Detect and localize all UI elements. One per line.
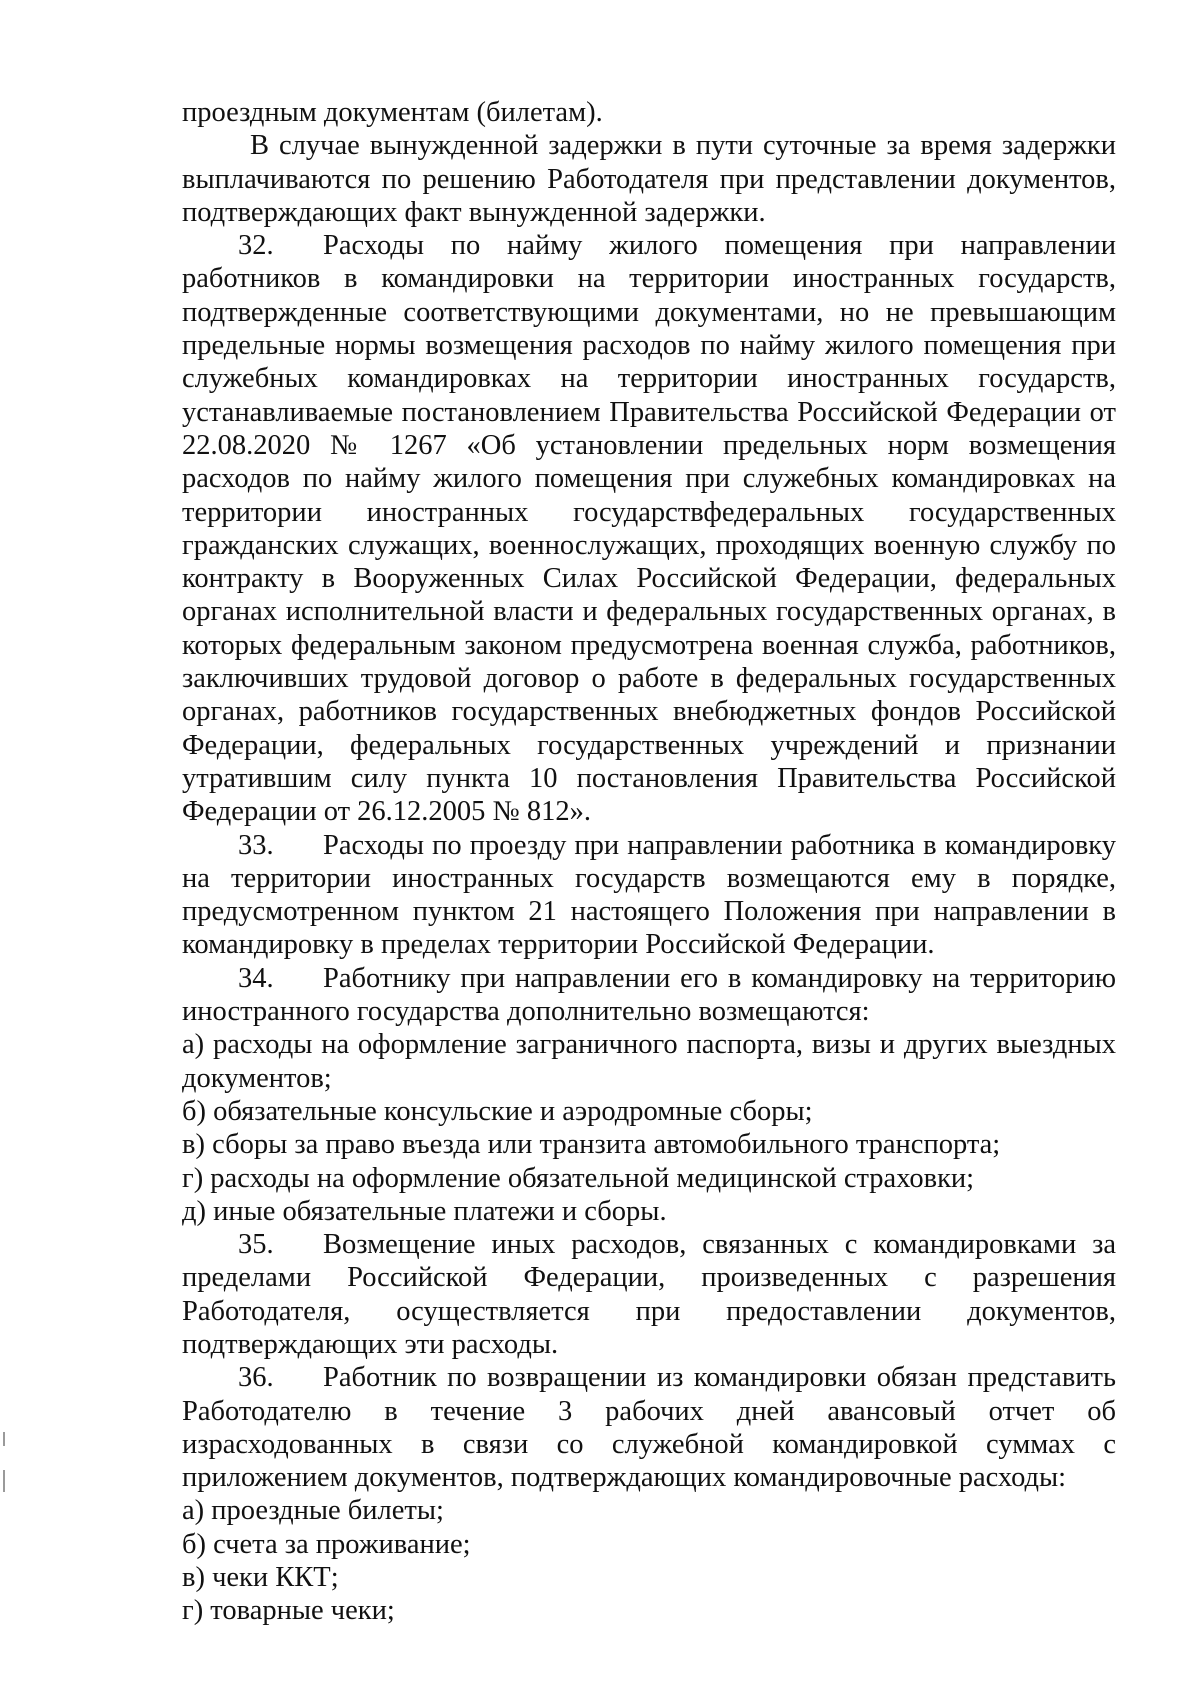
list-item: б) обязательные консульские и аэродромные сборы; — [182, 1095, 813, 1127]
list-item: в) сборы за право въезда или транзита автомобильного транспорта; — [182, 1129, 1001, 1161]
clause-number: 32. — [238, 230, 274, 262]
scan-artifact — [3, 1432, 5, 1446]
list-item: а) проездные билеты; — [182, 1495, 444, 1527]
list-item: д) иные обязательные платежи и сборы. — [182, 1195, 667, 1227]
clause-number: 33. — [238, 829, 274, 861]
paragraph-delay: В случае вынужденной задержки в пути суточные за время задержки выплачиваются по решению Работодателя при представлении документов, подтверждающих факт вынужденной задержки. — [182, 130, 1116, 228]
clause-text: Расходы по найму жилого помещения при направлении работников в командировки на территории иностранных государств, подтвержденные соответствующими документами, но не превышающим предельные нормы возмещения расходов по найму жилого помещения при служебных командировках на территории иностранных государств, устанавливаемые постановлением Правительства Российской Федерации от 22.08.2020 № 1267 «Об установлении предельных норм возмещения расходов по найму жилого помещения при служебных командировках на территории иностранных государствфедеральных государственных гражданских служащих, военнослужащих, проходящих военную службу по контракту в Вооруженных Силах Российской Федерации, федеральных органах исполнительной власти и федеральных государственных органах, в которых федеральным законом предусмотрена военная служба, работников, заключивших трудовой договор о работе в федеральных государственных органах, работников государственных внебюджетных фондов Российской Федерации, федеральных государственных учреждений и признании утратившим силу пункта 10 постановления Правительства Российской Федерации от 26.12.2005 № 812». — [182, 230, 1116, 828]
clause-number: 35. — [238, 1229, 274, 1261]
clause-text: Работник по возвращении из командировки обязан представить Работодателю в течение 3 рабочих дней авансовый отчет об израсходованных в связи со служебной командировкой суммах с приложением документов, подтверждающих командировочные расходы: — [182, 1362, 1116, 1494]
clause-34 — [182, 962, 1116, 1029]
clause-number: 34. — [238, 962, 274, 994]
list-item: в) чеки ККТ; — [182, 1562, 339, 1594]
clause-number: 36. — [238, 1362, 274, 1394]
list-item: а) расходы на оформление заграничного паспорта, визы и других выездных документов; — [182, 1029, 1116, 1094]
paragraph-continuation: проездным документам (билетам). — [182, 97, 603, 128]
clause-text: Работнику при направлении его в командировку на территорию иностранного государства дополнительно возмещаются: — [182, 962, 1116, 1028]
list-item: г) товарные чеки; — [182, 1595, 395, 1627]
document-body — [182, 96, 1116, 1628]
clause-35 — [182, 1228, 1116, 1361]
scan-artifact — [3, 1470, 5, 1492]
list-item: б) счета за проживание; — [182, 1528, 471, 1560]
clause-36 — [182, 1361, 1116, 1494]
clause-32 — [182, 229, 1116, 828]
clause-text: Возмещение иных расходов, связанных с командировками за пределами Российской Федерации, произведенных с разрешения Работодателя, осуществляется при предоставлении документов, подтверждающих эти расходы. — [182, 1229, 1116, 1360]
clause-33 — [182, 829, 1116, 962]
list-item: г) расходы на оформление обязательной медицинской страховки; — [182, 1162, 975, 1194]
clause-text: Расходы по проезду при направлении работника в командировку на территории иностранных государств возмещаются ему в порядке, предусмотренном пунктом 21 настоящего Положения при направлении в командировку в пределах территории Российской Федерации. — [182, 829, 1116, 961]
